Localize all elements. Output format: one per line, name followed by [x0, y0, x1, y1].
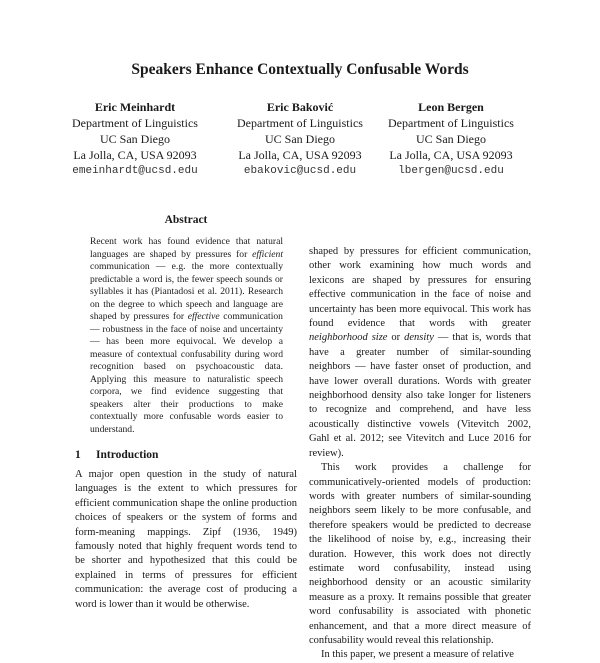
- left-column: [75, 214, 297, 612]
- author-university: UC San Diego: [265, 132, 335, 146]
- author-address: La Jolla, CA, USA 92093: [389, 148, 513, 162]
- section-number: 1: [75, 449, 81, 461]
- author-department: Department of Linguistics: [388, 116, 514, 130]
- body-paragraph: In this paper, we present a measure of relative: [321, 649, 514, 661]
- author-name: Eric Meinhardt: [94, 100, 176, 114]
- body-paragraph: This work provides a challenge for communicatively-oriented models of production: words with greater numbers of similar-sounding neighbors seem likely to be more confusable, and therefore speakers would be predicted to decrease the likelihood of noise by, e.g., increasing their duration. However, this work does not directly estimate word confusability, instead using neighborhood density or an acoustic similarity measure as a proxy. It remains possible that greater word confusability is associated with phonetic enhancement, and that a more direct measure of confusability would reveal this relationship.: [309, 462, 531, 646]
- author-block: [376, 99, 526, 179]
- abstract-text: Recent work has found evidence that natural languages are shaped by pressures for efficient communication — e.g. the more contextually predictable a word is, the fewer speech sounds or syllables it has (Piantadosi et al. 2011). Research on the degree to which speech and language are shaped by pressures for effective communication — robustness in the face of noise and uncertainty — has been more equivocal. We develop a measure of contextual confusability during word recognition based on psychoacoustic data. Applying this measure to naturalistic speech corpora, we find evidence suggesting that speakers alter their productions to make contextually more confusable words easier to understand.: [90, 236, 283, 435]
- author-email: lbergen@ucsd.edu: [398, 165, 504, 177]
- author-department: Department of Linguistics: [237, 116, 363, 130]
- author-email: ebakovic@ucsd.edu: [243, 165, 357, 177]
- author-block: [225, 99, 375, 179]
- section-title: Introduction: [96, 449, 159, 461]
- section-heading-introduction: [75, 449, 297, 461]
- author-email: emeinhardt@ucsd.edu: [72, 165, 198, 177]
- abstract-heading: Abstract: [164, 214, 208, 226]
- right-column: [309, 245, 531, 663]
- author-name: Leon Bergen: [418, 100, 484, 114]
- paper-title: Speakers Enhance Contextually Confusable Words: [131, 61, 469, 78]
- author-address: La Jolla, CA, USA 92093: [73, 148, 197, 162]
- author-university: UC San Diego: [416, 132, 486, 146]
- author-department: Department of Linguistics: [72, 116, 198, 130]
- author-address: La Jolla, CA, USA 92093: [238, 148, 362, 162]
- author-university: UC San Diego: [100, 132, 170, 146]
- body-paragraph: shaped by pressures for efficient communication, other work examining how much words and lexicons are shaped by pressures for ensuring effective communication in the face of noise and uncertainty has been more equivocal. This work has found evidence that words with greater neighborhood size or density — that is, words that have a greater number of similar-sounding neighbors — have faster onset of production, and have lower overall durations. Words with greater neighborhood density also take longer for listeners to recognize and comprehend, and have less acoustically distinctive vowels (Vitevitch 2002, Gahl et al. 2012; see Vitevitch and Luce 2016 for review).: [309, 246, 531, 459]
- intro-paragraph: A major open question in the study of natural languages is the extent to which pressures for efficient communication shape the online production choices of speakers or the system of forms and form-meaning mappings. Zipf (1936, 1949) famously noted that highly frequent words tend to be shorter and hypothesized that this could be explained in terms of pressures for efficient communication: the average cost of producing a word is lower than it would be otherwise.: [75, 469, 297, 610]
- author-block: [60, 99, 210, 179]
- author-name: Eric Baković: [266, 100, 334, 114]
